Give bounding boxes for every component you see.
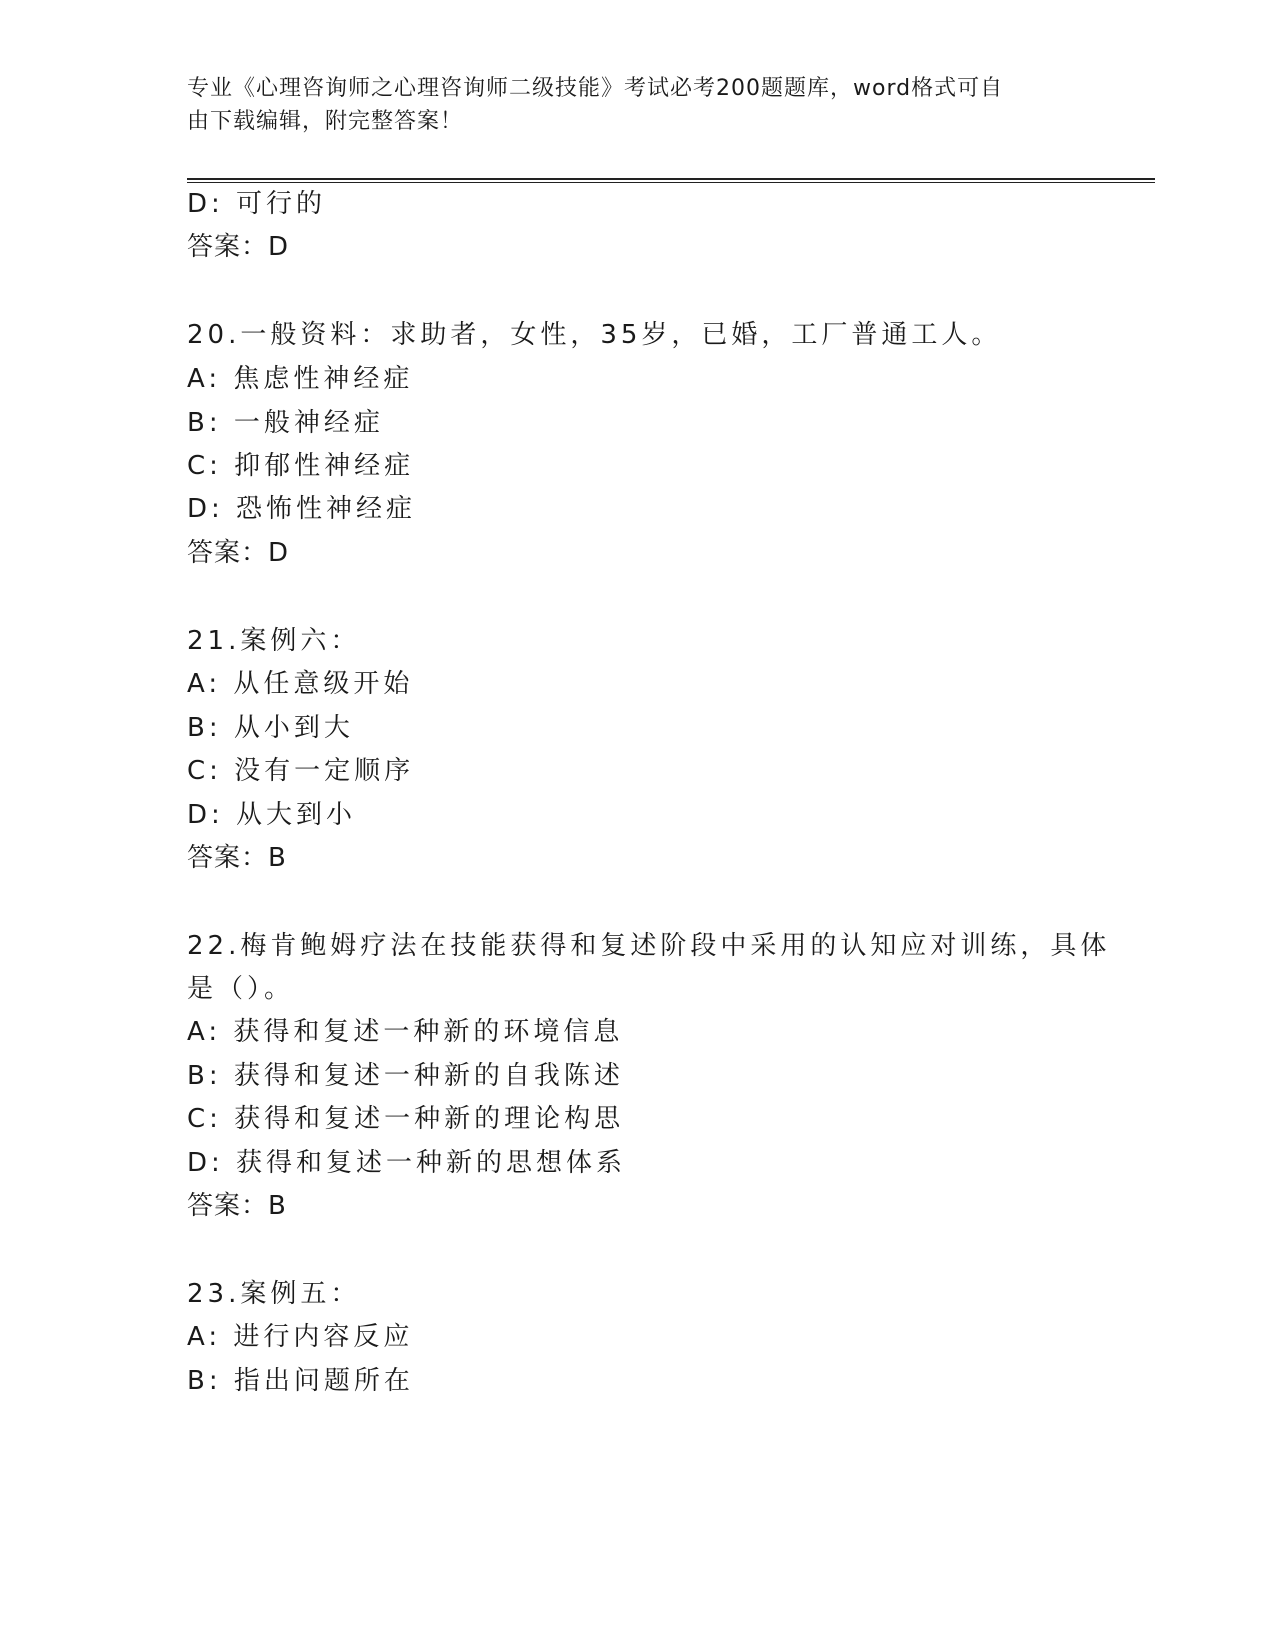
answer-label: 答案：D	[187, 232, 290, 262]
q21-option-c: C: 没有一定顺序	[187, 756, 415, 786]
q23-option-b: B: 指出问题所在	[187, 1366, 414, 1396]
question-22-line-2: 是（）。	[187, 974, 295, 1004]
option-d: D: 可行的	[187, 189, 327, 219]
question-21: 21.案例六：	[187, 626, 361, 656]
header-line-1: 专业《心理咨询师之心理咨询师二级技能》考试必考200题题库，word格式可自	[187, 76, 1004, 101]
document-header	[187, 72, 1087, 138]
q21-option-a: A: 从任意级开始	[187, 669, 414, 699]
question-23: 23.案例五：	[187, 1279, 361, 1309]
q20-option-a: A: 焦虑性神经症	[187, 364, 414, 394]
q20-option-b: B: 一般神经症	[187, 408, 384, 438]
q20-option-d: D: 恐怖性神经症	[187, 494, 417, 524]
header-divider	[187, 178, 1155, 183]
q23-option-a: A: 进行内容反应	[187, 1322, 414, 1352]
question-20: 20.一般资料：求助者，女性，35岁，已婚，工厂普通工人。	[187, 320, 1002, 350]
q22-option-d: D: 获得和复述一种新的思想体系	[187, 1148, 627, 1178]
q22-option-c: C: 获得和复述一种新的理论构思	[187, 1104, 625, 1134]
header-line-2: 由下载编辑，附完整答案！	[187, 109, 464, 134]
q22-option-a: A: 获得和复述一种新的环境信息	[187, 1017, 624, 1047]
q21-answer: 答案：B	[187, 843, 287, 873]
q22-answer: 答案：B	[187, 1191, 287, 1221]
question-22-line-1: 22.梅肯鲍姆疗法在技能获得和复述阶段中采用的认知应对训练，具体	[187, 931, 1111, 961]
q21-option-b: B: 从小到大	[187, 713, 354, 743]
q20-answer: 答案：D	[187, 538, 290, 568]
q20-option-c: C: 抑郁性神经症	[187, 451, 415, 481]
q21-option-d: D: 从大到小	[187, 800, 357, 830]
q22-option-b: B: 获得和复述一种新的自我陈述	[187, 1061, 624, 1091]
